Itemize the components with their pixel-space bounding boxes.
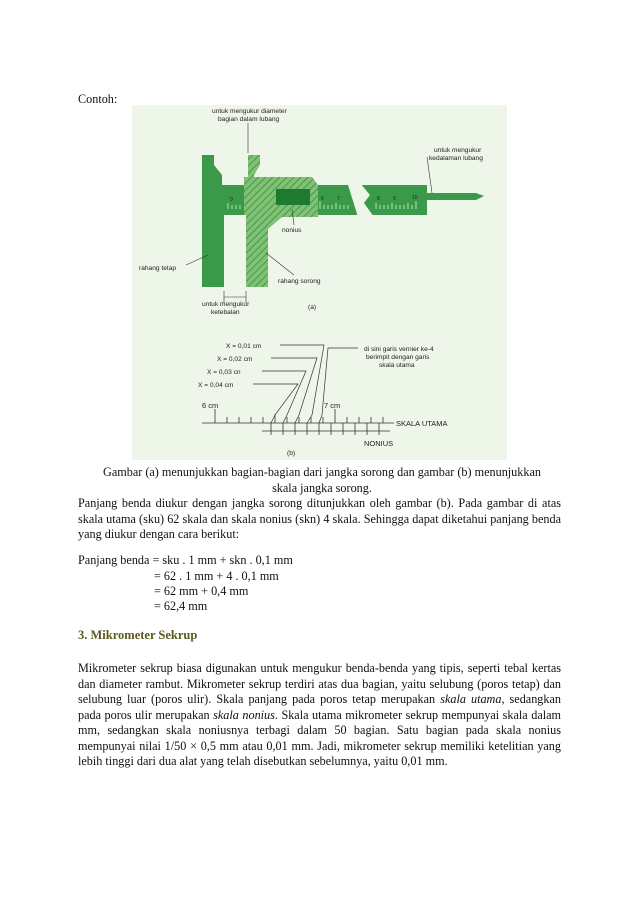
x-value: X = 0,02 cm [217, 356, 253, 363]
depth-rod-tip [476, 193, 484, 200]
section-heading: 3. Mikrometer Sekrup [78, 628, 198, 642]
callout-thickness-2: ketebalan [211, 309, 240, 316]
callout-sliding-jaw: rahang sorong [278, 278, 321, 285]
top-scale-number: 0 [230, 197, 233, 203]
callout-depth-2: kedalaman lubang [429, 155, 483, 162]
nonius-window [276, 189, 310, 205]
callout-diameter-2: bagian dalam lubang [218, 116, 280, 123]
term-main-scale: skala utama [440, 692, 502, 706]
caption-line-2: skala jangka sorong. [272, 480, 372, 495]
depth-rod [424, 193, 476, 200]
paragraph-measurement: Panjang benda diukur dengan jangka sorong ditunjukkan oleh gambar (b). Pada gambar di atas skala utama (sku) 62 skala dan skala nonius (skn) 4 skala. Sehingga dapat diketahui panjang benda yang diukur dengan cara berikut: [78, 496, 561, 541]
main-scale-label: SKALA UTAMA [396, 419, 448, 428]
x-value-leaders [253, 345, 358, 423]
micrometer-text-3: . Skala utama mikrometer sekrup mempunyai skala dalam mm, sedangkan skala noniusnya terbagi dalam 50 bagian. Satu bagian pada skala nonius mempunyai nilai 1/50 × 0,5 mm atau 0,01 mm. Jadi, mikrometer sekrup memiliki ketelitian yang lebih tinggi dari dua alat yang telah disebutkan sebelumnya, yaitu 0,01 mm. [78, 707, 561, 768]
top-scale-number: 9 [393, 196, 396, 202]
nonius-scale-label: NONIUS [364, 439, 394, 448]
example-label: Contoh: [78, 92, 118, 106]
x-values [198, 343, 434, 389]
calc-line-1: Panjang benda = sku . 1 mm + skn . 0,1 mm [78, 553, 293, 567]
calc-line-3: = 62 mm + 0,4 mm [154, 584, 249, 598]
callout-nonius: nonius [282, 227, 302, 234]
figure-label-b: (b) [287, 450, 296, 457]
main-scale-ticks [215, 409, 383, 423]
micrometer-text-1: Mikrometer sekrup biasa digunakan untuk mengukur benda-benda yang tipis, seperti tebal kertas dan diameter rambut. Mikrometer sekrup terdiri atas dua bagian, yaitu selubung (poros tetap) dan selubung luar (poros ulir). Skala panjang pada poros tetap merupakan [78, 661, 561, 706]
x-value: X = 0,03 cn [207, 369, 241, 376]
vernier-caliper-figure [132, 105, 507, 460]
scale-7cm-label: 7 cm [324, 401, 341, 410]
term-nonius-scale: skala nonius [213, 707, 275, 722]
figure-label-a: (a) [308, 304, 317, 311]
callout-thickness-1: untuk mengukur [202, 301, 250, 308]
top-scale-number: 6 [321, 196, 324, 202]
vernier-callout-1: di sini garis vernier ke-4 [364, 346, 434, 353]
calc-line-4: = 62,4 mm [154, 599, 208, 613]
x-value: X = 0,04 cm [198, 382, 234, 389]
callout-fixed-jaw: rahang tetap [139, 265, 177, 272]
nonius-scale-ticks [271, 423, 379, 435]
vernier-callout-3: skala utama [379, 362, 415, 369]
top-scale-number: 10 [412, 195, 418, 201]
calc-line-2: = 62 . 1 mm + 4 . 0,1 mm [154, 569, 279, 583]
fixed-upper-jaw [202, 155, 222, 185]
fixed-lower-jaw [202, 185, 242, 287]
top-scale-number: 7 [337, 196, 340, 202]
x-value: X = 0,01 cm [226, 343, 262, 350]
scale-b-labels [202, 401, 448, 457]
callout-diameter-1: untuk mengukur diameter [212, 108, 287, 115]
micrometer-text-2: , sedangkan pada poros ulir merupakan [78, 692, 561, 722]
vernier-callout-2: berimpit dengan garis [366, 354, 430, 361]
figure-caption [92, 465, 552, 496]
top-scale-number: 8 [377, 196, 380, 202]
caption-line-1: Gambar (a) menunjukkan bagian-bagian dari jangka sorong dan gambar (b) menunjukkan [103, 465, 541, 479]
scale-6cm-label: 6 cm [202, 401, 219, 410]
caliper-diagram [132, 105, 507, 460]
callout-depth-1: untuk mengukur [434, 147, 482, 154]
paragraph-micrometer [78, 661, 561, 770]
